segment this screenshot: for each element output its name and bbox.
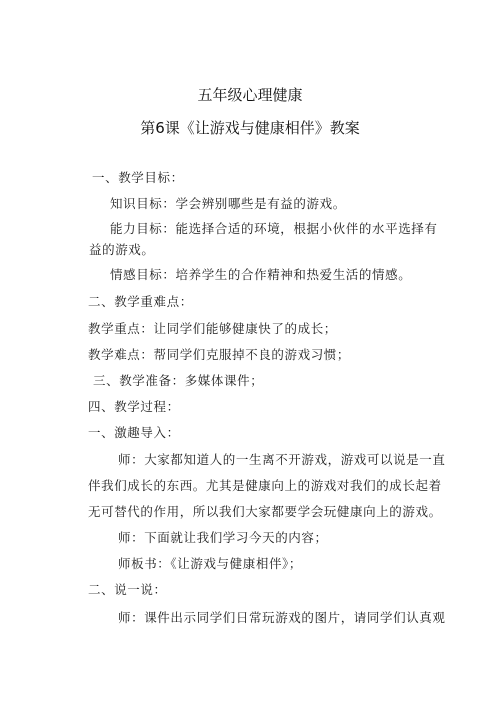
paragraph-line: 教学难点：帮同学们克服掉不良的游戏习惯； <box>88 347 351 362</box>
paragraph-line: 师：课件出示同学们日常玩游戏的图片，请同学们认真观 <box>118 610 446 625</box>
document-subtitle: 第6课《让游戏与健康相伴》教案 <box>140 119 360 137</box>
paragraph-line: 无可替代的作用，所以我们大家都要学会玩健康向上的游戏。 <box>88 504 442 519</box>
paragraph-line: 教学重点：让同学们能够健康快了的成长； <box>88 321 337 336</box>
paragraph-line: 师：大家都知道人的一生离不开游戏，游戏可以说是一直 <box>118 452 446 467</box>
section-heading: 四、教学过程： <box>88 399 180 414</box>
paragraph-line: 情感目标：培养学生的合作精神和热爱生活的情感。 <box>110 267 412 282</box>
document-title: 五年级心理健康 <box>197 86 303 104</box>
section-heading: 二、说一说： <box>88 582 167 597</box>
paragraph-line: 能力目标：能选择合适的环境，根据小伙伴的水平选择有 <box>110 221 438 236</box>
paragraph-line: 知识目标：学会辨别哪些是有益的游戏。 <box>110 196 346 211</box>
paragraph-line: 师板书：《让游戏与健康相伴》； <box>118 556 303 571</box>
paragraph-line: 益的游戏。 <box>89 242 155 257</box>
section-heading: 一、激趣导入： <box>88 425 180 440</box>
section-heading: 一、教学目标： <box>92 170 184 185</box>
section-heading: 三、教学准备：多媒体课件； <box>93 373 264 388</box>
paragraph-line: 师：下面就让我们学习今天的内容； <box>118 530 328 545</box>
paragraph-line: 伴我们成长的东西。尤其是健康向上的游戏对我们的成长起着 <box>88 478 442 493</box>
section-heading: 二、教学重难点： <box>88 294 193 309</box>
